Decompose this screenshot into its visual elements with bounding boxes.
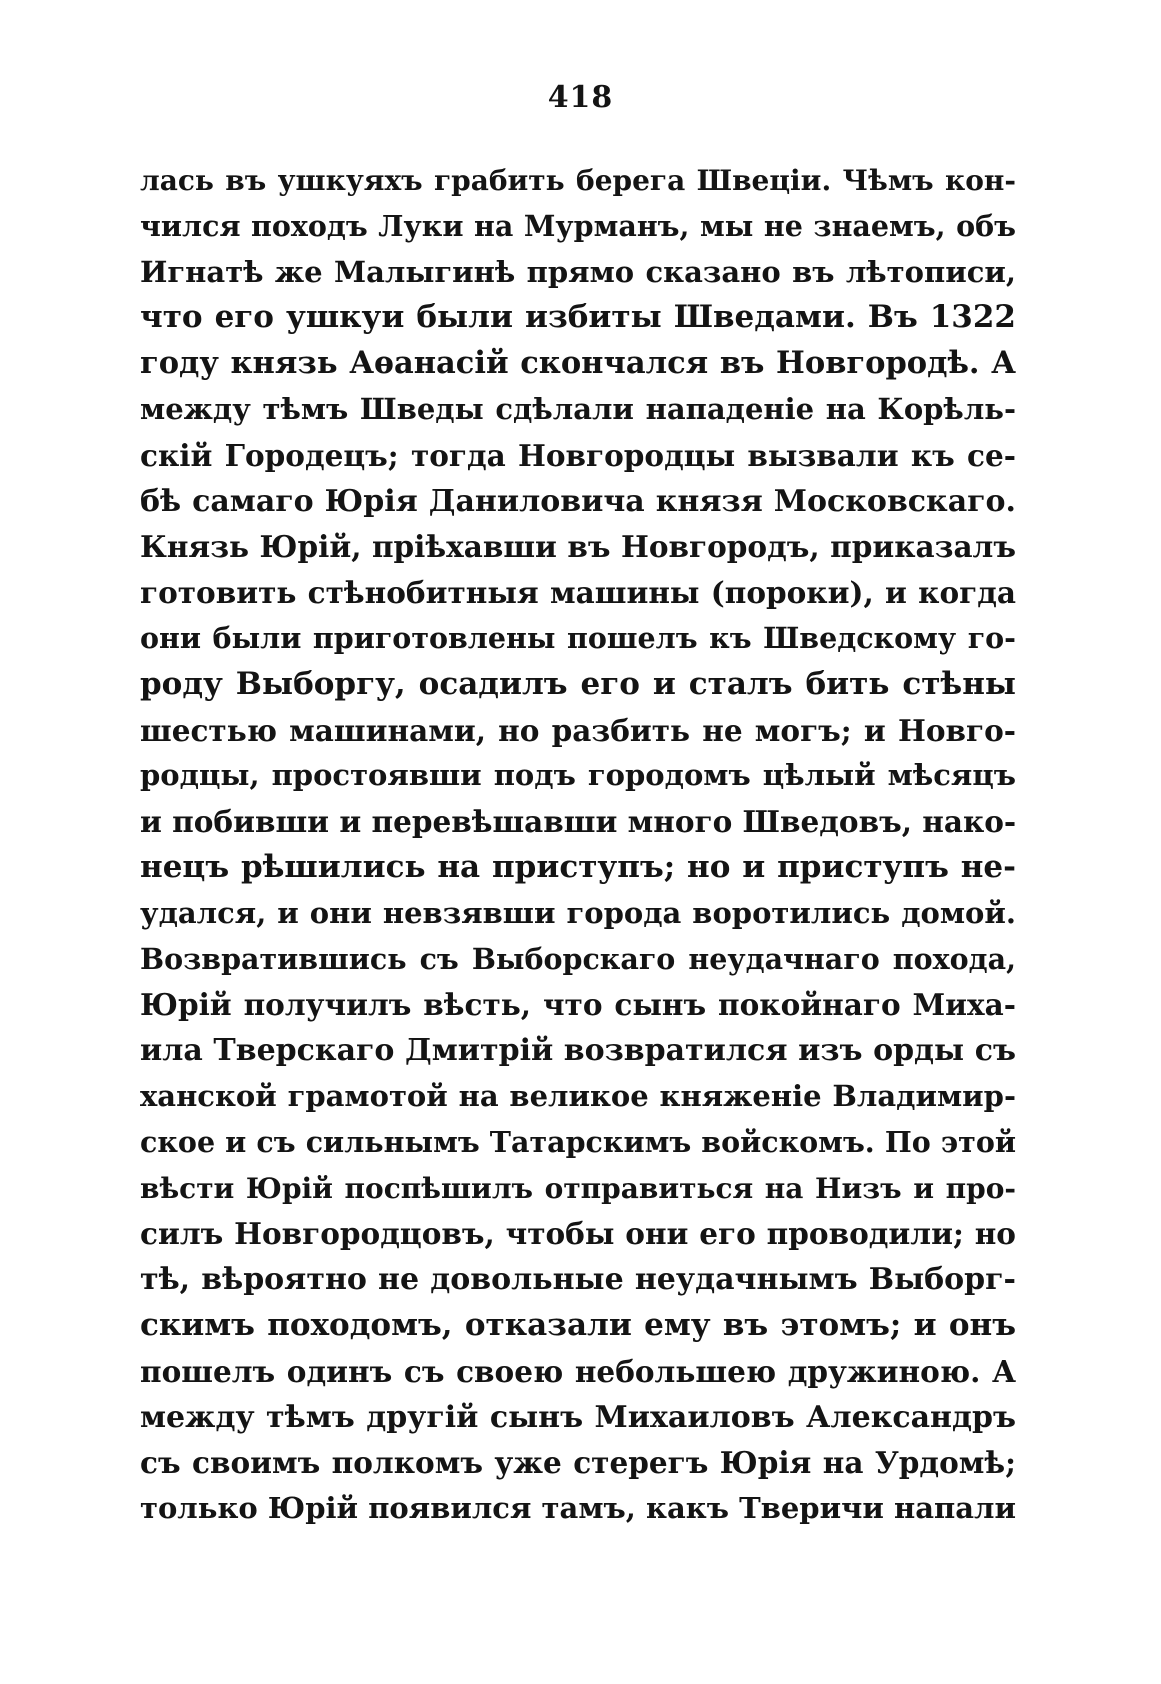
text-line: между тѣмъ другій сынъ Михаиловъ Александръ (140, 1399, 1016, 1435)
text-line: они были приготовлены пошелъ къ Шведскому го- (140, 620, 1016, 655)
text-line: тѣ, вѣроятно не довольные неудачнымъ Выборг- (140, 1262, 1016, 1298)
text-line: нецъ рѣшились на приступъ; но и приступъ не- (140, 848, 1016, 885)
text-line: пошелъ одинъ съ своею небольшею дружиною. А (140, 1353, 1016, 1389)
text-line: Возвратившись съ Выборскаго неудачнаго похода, (140, 941, 1016, 976)
text-line: Князь Юрій, пріѣхавши въ Новгородъ, приказалъ (140, 529, 1016, 565)
text-line: между тѣмъ Шведы сдѣлали нападеніе на Корѣль- (140, 391, 1016, 426)
text-line: скимъ походомъ, отказали ему въ этомъ; и онъ (140, 1306, 1016, 1343)
page-number: 418 (547, 80, 614, 115)
text-line: лась въ ушкуяхъ грабить берега Швеціи. Чѣмъ кон- (140, 164, 1016, 197)
text-line: только Юрій появился тамъ, какъ Тверичи напали (140, 1491, 1016, 1526)
text-line: ское и съ сильнымъ Татарскимъ войскомъ. По этой (140, 1124, 1016, 1159)
text-line: чился походъ Луки на Мурманъ, мы не знаемъ, объ (140, 208, 1016, 243)
text-line: вѣсти Юрій поспѣшилъ отправиться на Низъ и про- (140, 1171, 1016, 1205)
text-line: удался, и они невзявши города воротились домой. (140, 895, 1016, 930)
body-text (140, 158, 1016, 1532)
text-line: ханской грамотой на великое княженіе Владимир- (140, 1078, 1016, 1113)
text-line: ила Тверскаго Дмитрій возвратился изъ орды съ (140, 1033, 1016, 1069)
text-line: скій Городецъ; тогда Новгородцы вызвали къ се- (140, 437, 1016, 473)
text-line: бѣ самаго Юрія Даниловича князя Московскаго. (140, 483, 1016, 519)
text-line: роду Выборгу, осадилъ его и сталъ бить стѣны (140, 665, 1016, 702)
text-line: силъ Новгородцовъ, чтобы они его проводили; но (140, 1216, 1016, 1252)
text-line: году князь Аѳанасій скончался въ Новгородѣ. А (140, 345, 1016, 382)
text-line: родцы, простоявши подъ городомъ цѣлый мѣсяцъ (140, 758, 1016, 793)
text-line: Игнатѣ же Малыгинѣ прямо сказано въ лѣтописи, (140, 254, 1016, 289)
text-line: и побивши и перевѣшавши много Шведовъ, нако- (140, 804, 1016, 840)
text-line: съ своимъ полкомъ уже стерегъ Юрія на Урдомѣ; (140, 1445, 1016, 1481)
text-line: Юрій получилъ вѣсть, что сынъ покойнаго Миха- (140, 987, 1016, 1023)
text-line: что его ушкуи были избиты Шведами. Въ 1322 (140, 299, 1016, 336)
text-line: шестью машинами, но разбить не могъ; и Новго- (140, 712, 1016, 748)
text-line: готовить стѣнобитныя машины (пороки), и когда (140, 575, 1016, 611)
